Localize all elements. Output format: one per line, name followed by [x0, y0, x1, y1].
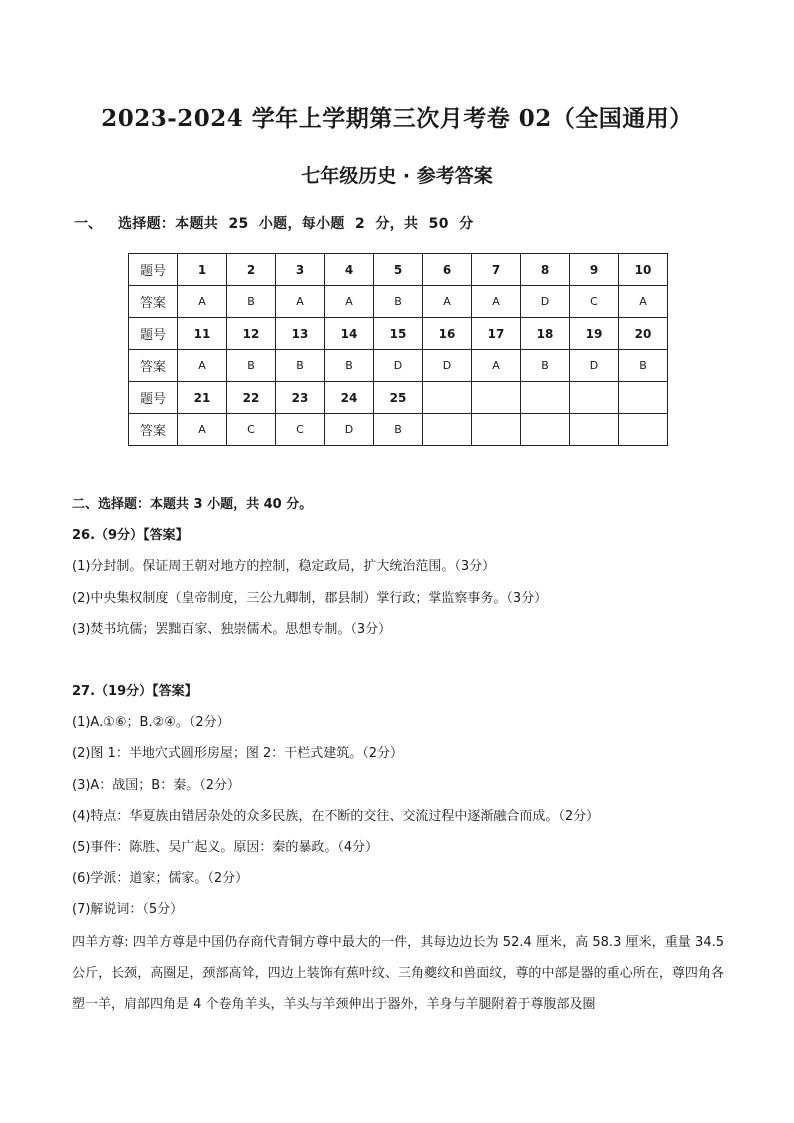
q26-header: 26.（9分）【答案】 [72, 528, 189, 543]
q27-header: 27.（19分）【答案】 [72, 684, 198, 699]
q27-answer-line: (6)学派：道家；儒家。（2分） [72, 871, 249, 886]
question-number-cell: 11 [178, 318, 227, 350]
document-title: 2023-2024 学年上学期第三次月考卷 02（全国通用） [101, 105, 693, 132]
document-subtitle: 七年级历史 · 参考答案 [301, 165, 493, 187]
question-number-cell [472, 382, 521, 414]
answer-cell [472, 414, 521, 446]
question-number-cell: 8 [521, 254, 570, 286]
answer-cell [570, 414, 619, 446]
question-number-cell [423, 382, 472, 414]
question-number-cell: 7 [472, 254, 521, 286]
q27-answer-line: (4)特点：华夏族由错居杂处的众多民族，在不断的交往、交流过程中逐渐融合而成。（2分） [72, 809, 600, 824]
question-number-row [129, 318, 668, 350]
q27-answer-line: (2)图 1：半地穴式圆形房屋；图 2：干栏式建筑。（2分） [72, 746, 403, 761]
q27-answer-line: (7)解说词：（5分） [72, 902, 184, 917]
answer-cell: A [325, 286, 374, 318]
question-number-row [129, 382, 668, 414]
q27-description-paragraph: 四羊方尊: 四羊方尊是中国仍存商代青铜方尊中最大的一件，其每边边长为 52.4 厘米，高 58.3 厘米，重量 34.5 公斤，长颈，高圈足，颈部高耸，四边上装饰有蕉叶纹、三角夔纹和兽面纹，尊的中部是器的重心所在，尊四角各塑一羊，肩部四角是 4 个卷角羊头，羊头与羊颈伸出于器外，羊身与羊腿附着于尊腹部及圈 [72, 935, 724, 1012]
question-number-cell: 12 [227, 318, 276, 350]
section1-heading [74, 213, 473, 233]
answer-cell: A [276, 286, 325, 318]
answer-cell: A [472, 286, 521, 318]
row-label-answer: 答案 [129, 350, 178, 382]
question-number-cell: 18 [521, 318, 570, 350]
row-label-question-number: 题号 [129, 318, 178, 350]
answer-cell: A [178, 350, 227, 382]
answer-cell: B [521, 350, 570, 382]
question-number-row [129, 254, 668, 286]
answer-cell: D [570, 350, 619, 382]
answer-table [128, 253, 668, 446]
question-number-cell: 22 [227, 382, 276, 414]
question-number-cell [570, 382, 619, 414]
answer-cell: B [227, 350, 276, 382]
answer-cell: A [423, 286, 472, 318]
answer-cell: A [472, 350, 521, 382]
answer-cell: A [178, 286, 227, 318]
section1-text: 选择题：本题共 25 小题，每小题 2 分，共 50 分 [118, 216, 474, 232]
question-number-cell: 13 [276, 318, 325, 350]
answer-row [129, 414, 668, 446]
q26-answer-line: (1)分封制。保证周王朝对地方的控制，稳定政局，扩大统治范围。（3分） [72, 559, 496, 574]
answer-cell: B [374, 414, 423, 446]
question-number-cell: 25 [374, 382, 423, 414]
answer-cell: D [325, 414, 374, 446]
answer-cell: B [227, 286, 276, 318]
answer-cell: D [374, 350, 423, 382]
row-label-answer: 答案 [129, 286, 178, 318]
q27-answer-line: (3)A：战国；B：秦。（2分） [72, 778, 240, 793]
answer-cell: A [178, 414, 227, 446]
answer-cell: A [619, 286, 668, 318]
question-number-cell: 21 [178, 382, 227, 414]
question-number-cell [619, 382, 668, 414]
answer-cell [521, 414, 570, 446]
question-number-cell: 24 [325, 382, 374, 414]
row-label-answer: 答案 [129, 414, 178, 446]
answer-cell [619, 414, 668, 446]
question-number-cell: 17 [472, 318, 521, 350]
row-label-question-number: 题号 [129, 382, 178, 414]
question-number-cell: 19 [570, 318, 619, 350]
q27-answer-line: (1)A.①⑥；B.②④。（2分） [72, 715, 230, 730]
question-number-cell: 5 [374, 254, 423, 286]
q26-answer-line: (2)中央集权制度（皇帝制度，三公九卿制，郡县制）掌行政；掌监察事务。（3分） [72, 591, 548, 606]
question-number-cell: 1 [178, 254, 227, 286]
question-number-cell: 2 [227, 254, 276, 286]
answer-cell: C [570, 286, 619, 318]
question-number-cell: 16 [423, 318, 472, 350]
row-label-question-number: 题号 [129, 254, 178, 286]
question-number-cell: 14 [325, 318, 374, 350]
q26-answer-line: (3)焚书坑儒；罢黜百家、独崇儒术。思想专制。（3分） [72, 622, 392, 637]
question-number-cell: 4 [325, 254, 374, 286]
question-number-cell: 15 [374, 318, 423, 350]
answer-cell: C [227, 414, 276, 446]
section2-heading: 二、选择题：本题共 3 小题，共 40 分。 [72, 497, 313, 512]
answer-cell: B [374, 286, 423, 318]
question-number-cell: 6 [423, 254, 472, 286]
question-number-cell: 23 [276, 382, 325, 414]
answer-cell: D [423, 350, 472, 382]
question-number-cell: 20 [619, 318, 668, 350]
answer-cell: B [276, 350, 325, 382]
answer-cell: B [325, 350, 374, 382]
question-number-cell: 9 [570, 254, 619, 286]
answer-cell: D [521, 286, 570, 318]
question-number-cell [521, 382, 570, 414]
answer-row [129, 286, 668, 318]
answer-cell [423, 414, 472, 446]
q27-answer-line: (5)事件：陈胜、吴广起义。原因：秦的暴政。（4分） [72, 840, 379, 855]
section1-number: 一、 [74, 216, 102, 232]
answer-row [129, 350, 668, 382]
question-number-cell: 3 [276, 254, 325, 286]
answer-cell: B [619, 350, 668, 382]
answer-cell: C [276, 414, 325, 446]
question-number-cell: 10 [619, 254, 668, 286]
